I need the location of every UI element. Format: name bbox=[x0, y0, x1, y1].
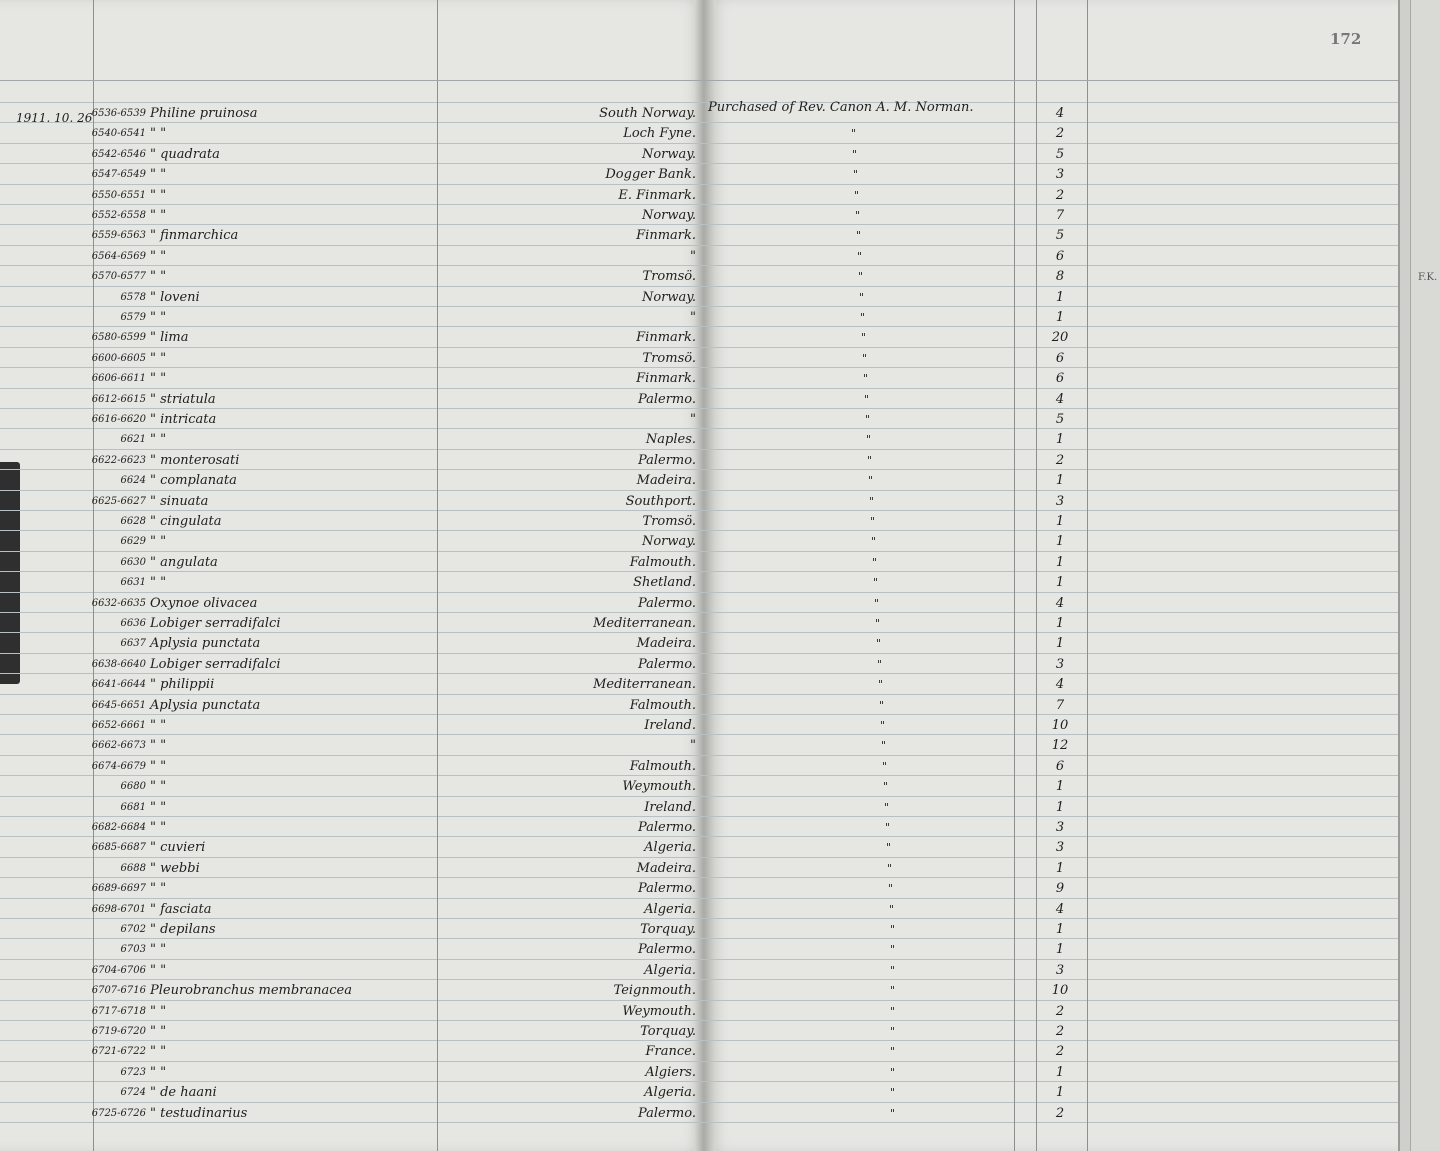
entry-reg-number: 6570-6577 bbox=[91, 271, 146, 282]
entry-count: 6 bbox=[1055, 351, 1065, 366]
entry-locality: Weymouth. bbox=[622, 779, 696, 794]
entry-count: 1 bbox=[1055, 432, 1065, 447]
source-ditto: " bbox=[887, 862, 893, 875]
entry-species: " " bbox=[150, 310, 167, 325]
entry-species: " " bbox=[150, 738, 167, 753]
entry-species: " angulata bbox=[150, 555, 218, 570]
entry-locality: France. bbox=[645, 1044, 696, 1059]
entry-locality: Palermo. bbox=[637, 820, 696, 835]
source-ditto: " bbox=[870, 515, 876, 528]
source-ditto: " bbox=[890, 943, 896, 956]
entry-reg-number: 6702 bbox=[120, 924, 146, 935]
entry-locality: Shetland. bbox=[633, 575, 696, 590]
source-ditto: " bbox=[878, 678, 884, 691]
source-ditto: " bbox=[883, 780, 889, 793]
entry-locality: Algeria. bbox=[644, 1085, 696, 1100]
column-rule-source bbox=[1014, 0, 1015, 1151]
entry-locality: Algeria. bbox=[644, 963, 696, 978]
entry-count: 5 bbox=[1055, 412, 1065, 427]
source-ditto: " bbox=[877, 658, 883, 671]
source-ditto: " bbox=[872, 556, 878, 569]
entry-reg-number: 6628 bbox=[120, 516, 146, 527]
entry-species: " " bbox=[150, 432, 167, 447]
entry-reg-number: 6724 bbox=[120, 1087, 146, 1098]
entry-locality: " bbox=[690, 310, 696, 325]
source-ditto: " bbox=[884, 801, 890, 814]
entry-reg-number: 6652-6661 bbox=[91, 720, 146, 731]
entry-count: 1 bbox=[1055, 575, 1065, 590]
entry-reg-number: 6703 bbox=[120, 944, 146, 955]
source-ditto: " bbox=[856, 229, 862, 242]
entry-species: Lobiger serradifalci bbox=[150, 616, 281, 631]
entry-locality: Palermo. bbox=[637, 942, 696, 957]
column-rule-count-right bbox=[1087, 0, 1088, 1151]
entry-reg-number: 6580-6599 bbox=[91, 332, 146, 343]
entry-reg-number: 6674-6679 bbox=[91, 761, 146, 772]
source-ditto: " bbox=[860, 311, 866, 324]
source-ditto: " bbox=[890, 984, 896, 997]
source-ditto: " bbox=[867, 454, 873, 467]
entry-count: 5 bbox=[1055, 147, 1065, 162]
entry-locality: Ireland. bbox=[644, 800, 696, 815]
source-ditto: " bbox=[889, 903, 895, 916]
entry-locality: Finmark. bbox=[636, 371, 696, 386]
entry-locality: Norway. bbox=[641, 290, 696, 305]
entry-species: " " bbox=[150, 208, 167, 223]
entry-count: 4 bbox=[1055, 677, 1065, 692]
entry-reg-number: 6564-6569 bbox=[91, 251, 146, 262]
entry-count: 20 bbox=[1051, 330, 1069, 345]
entry-count: 9 bbox=[1055, 881, 1065, 896]
entry-count: 1 bbox=[1055, 1065, 1065, 1080]
entry-locality: Finmark. bbox=[636, 330, 696, 345]
source-ditto: " bbox=[890, 1005, 896, 1018]
entry-species: " " bbox=[150, 759, 167, 774]
entry-species: " " bbox=[150, 779, 167, 794]
entry-species: " fasciata bbox=[150, 902, 212, 917]
source-note: Purchased of Rev. Canon A. M. Norman. bbox=[708, 100, 974, 115]
source-ditto: " bbox=[890, 1107, 896, 1120]
source-ditto: " bbox=[890, 1045, 896, 1058]
entry-count: 1 bbox=[1055, 514, 1065, 529]
entry-locality: Finmark. bbox=[636, 228, 696, 243]
entry-reg-number: 6717-6718 bbox=[91, 1006, 146, 1017]
source-ditto: " bbox=[885, 821, 891, 834]
entry-reg-number: 6685-6687 bbox=[91, 842, 146, 853]
entry-species: " " bbox=[150, 1004, 167, 1019]
entry-species: Lobiger serradifalci bbox=[150, 657, 281, 672]
entry-species: " quadrata bbox=[150, 147, 220, 162]
entry-species: " sinuata bbox=[150, 494, 209, 509]
entry-count: 4 bbox=[1055, 902, 1065, 917]
entry-reg-number: 6688 bbox=[120, 863, 146, 874]
entry-count: 1 bbox=[1055, 555, 1065, 570]
entry-species: " " bbox=[150, 269, 167, 284]
entry-count: 1 bbox=[1055, 636, 1065, 651]
entry-reg-number: 6559-6563 bbox=[91, 230, 146, 241]
entry-locality: Madeira. bbox=[636, 473, 696, 488]
entry-locality: Tromsö. bbox=[642, 351, 696, 366]
entry-count: 1 bbox=[1055, 1085, 1065, 1100]
source-ditto: " bbox=[879, 699, 885, 712]
entry-count: 1 bbox=[1055, 310, 1065, 325]
entry-count: 3 bbox=[1055, 820, 1065, 835]
entry-count: 1 bbox=[1055, 534, 1065, 549]
entry-reg-number: 6621 bbox=[120, 434, 146, 445]
entry-reg-number: 6579 bbox=[120, 312, 146, 323]
entry-species: " monterosati bbox=[150, 453, 240, 468]
source-ditto: " bbox=[882, 760, 888, 773]
entry-date: 1911. 10. 26 bbox=[16, 111, 93, 125]
page-number: 172 bbox=[1330, 30, 1362, 48]
entry-count: 10 bbox=[1051, 983, 1069, 998]
entry-count: 8 bbox=[1055, 269, 1065, 284]
entry-species: " " bbox=[150, 942, 167, 957]
entry-species: " complanata bbox=[150, 473, 237, 488]
entry-reg-number: 6698-6701 bbox=[91, 904, 146, 915]
entry-reg-number: 6637 bbox=[120, 638, 146, 649]
entry-locality: Tromsö. bbox=[642, 514, 696, 529]
entry-reg-number: 6704-6706 bbox=[91, 965, 146, 976]
margin-note: F.K. bbox=[1418, 272, 1438, 283]
entry-reg-number: 6645-6651 bbox=[91, 700, 146, 711]
source-ditto: " bbox=[862, 352, 868, 365]
entry-locality: South Norway. bbox=[599, 106, 696, 121]
entry-locality: Norway. bbox=[641, 208, 696, 223]
entry-species: " " bbox=[150, 534, 167, 549]
entry-count: 4 bbox=[1055, 106, 1065, 121]
entry-reg-number: 6632-6635 bbox=[91, 598, 146, 609]
entry-reg-number: 6600-6605 bbox=[91, 353, 146, 364]
entry-reg-number: 6636 bbox=[120, 618, 146, 629]
entry-species: " " bbox=[150, 963, 167, 978]
entry-species: " testudinarius bbox=[150, 1106, 248, 1121]
entry-locality: Madeira. bbox=[636, 861, 696, 876]
entry-reg-number: 6629 bbox=[120, 536, 146, 547]
entry-locality: " bbox=[690, 738, 696, 753]
source-ditto: " bbox=[865, 413, 871, 426]
entry-locality: " bbox=[690, 412, 696, 427]
source-ditto: " bbox=[861, 331, 867, 344]
entry-count: 2 bbox=[1055, 1044, 1065, 1059]
entry-reg-number: 6721-6722 bbox=[91, 1046, 146, 1057]
entry-reg-number: 6630 bbox=[120, 557, 146, 568]
entry-reg-number: 6547-6549 bbox=[91, 169, 146, 180]
column-rule-count-left bbox=[1036, 0, 1037, 1151]
entry-locality: Norway. bbox=[641, 534, 696, 549]
bookmark-tab bbox=[0, 462, 20, 684]
entry-species: " " bbox=[150, 371, 167, 386]
source-ditto: " bbox=[855, 209, 861, 222]
entry-locality: Palermo. bbox=[637, 881, 696, 896]
source-ditto: " bbox=[853, 168, 859, 181]
entry-species: " " bbox=[150, 249, 167, 264]
entry-count: 10 bbox=[1051, 718, 1069, 733]
entry-count: 3 bbox=[1055, 167, 1065, 182]
source-ditto: " bbox=[857, 250, 863, 263]
entry-count: 1 bbox=[1055, 616, 1065, 631]
entry-count: 1 bbox=[1055, 473, 1065, 488]
entry-reg-number: 6578 bbox=[120, 292, 146, 303]
entry-species: " " bbox=[150, 1065, 167, 1080]
entry-count: 1 bbox=[1055, 800, 1065, 815]
entry-locality: Teignmouth. bbox=[613, 983, 696, 998]
entry-reg-number: 6622-6623 bbox=[91, 455, 146, 466]
entry-count: 3 bbox=[1055, 494, 1065, 509]
source-ditto: " bbox=[868, 474, 874, 487]
source-ditto: " bbox=[888, 882, 894, 895]
entry-reg-number: 6662-6673 bbox=[91, 740, 146, 751]
entry-count: 1 bbox=[1055, 779, 1065, 794]
entry-locality: Algeria. bbox=[644, 902, 696, 917]
entry-locality: Falmouth. bbox=[629, 698, 696, 713]
entry-reg-number: 6680 bbox=[120, 781, 146, 792]
entry-count: 1 bbox=[1055, 942, 1065, 957]
entry-species: " " bbox=[150, 351, 167, 366]
entry-locality: Algeria. bbox=[644, 840, 696, 855]
page-edge bbox=[1398, 0, 1440, 1151]
entry-species: Philine pruinosa bbox=[150, 106, 258, 121]
entry-count: 3 bbox=[1055, 840, 1065, 855]
entry-count: 3 bbox=[1055, 963, 1065, 978]
entry-species: Aplysia punctata bbox=[150, 698, 261, 713]
source-ditto: " bbox=[851, 127, 857, 140]
entry-locality: Palermo. bbox=[637, 596, 696, 611]
entry-count: 2 bbox=[1055, 1024, 1065, 1039]
entry-count: 1 bbox=[1055, 290, 1065, 305]
entry-reg-number: 6725-6726 bbox=[91, 1108, 146, 1119]
entry-species: " " bbox=[150, 575, 167, 590]
entry-species: Oxynoe olivacea bbox=[150, 596, 258, 611]
entry-reg-number: 6723 bbox=[120, 1067, 146, 1078]
source-ditto: " bbox=[890, 1025, 896, 1038]
source-ditto: " bbox=[881, 739, 887, 752]
entry-species: " finmarchica bbox=[150, 228, 239, 243]
entry-reg-number: 6719-6720 bbox=[91, 1026, 146, 1037]
entry-locality: Falmouth. bbox=[629, 555, 696, 570]
entry-reg-number: 6540-6541 bbox=[91, 128, 146, 139]
entry-reg-number: 6612-6615 bbox=[91, 394, 146, 405]
entry-species: " " bbox=[150, 718, 167, 733]
entry-locality: E. Finmark. bbox=[618, 188, 696, 203]
entry-species: " depilans bbox=[150, 922, 216, 937]
entry-locality: Torquay. bbox=[640, 922, 696, 937]
entry-count: 2 bbox=[1055, 1106, 1065, 1121]
entry-locality: Mediterranean. bbox=[593, 677, 696, 692]
entry-species: " " bbox=[150, 820, 167, 835]
entry-count: 6 bbox=[1055, 249, 1065, 264]
entry-count: 6 bbox=[1055, 759, 1065, 774]
entry-species: " intricata bbox=[150, 412, 217, 427]
entry-locality: Weymouth. bbox=[622, 1004, 696, 1019]
entry-species: " " bbox=[150, 126, 167, 141]
source-ditto: " bbox=[890, 964, 896, 977]
entry-species: " " bbox=[150, 1024, 167, 1039]
source-ditto: " bbox=[890, 1066, 896, 1079]
entry-reg-number: 6536-6539 bbox=[91, 108, 146, 119]
entry-count: 7 bbox=[1055, 698, 1065, 713]
entry-species: " " bbox=[150, 188, 167, 203]
entry-reg-number: 6641-6644 bbox=[91, 679, 146, 690]
source-ditto: " bbox=[863, 372, 869, 385]
entry-count: 5 bbox=[1055, 228, 1065, 243]
column-rule-species bbox=[437, 0, 438, 1151]
entry-species: " lima bbox=[150, 330, 189, 345]
source-ditto: " bbox=[859, 291, 865, 304]
entry-species: " " bbox=[150, 1044, 167, 1059]
entry-locality: Dogger Bank. bbox=[605, 167, 696, 182]
entry-locality: Palermo. bbox=[637, 1106, 696, 1121]
source-ditto: " bbox=[876, 637, 882, 650]
source-ditto: " bbox=[873, 576, 879, 589]
entry-locality: Naples. bbox=[645, 432, 696, 447]
entry-locality: Tromsö. bbox=[642, 269, 696, 284]
entry-locality: " bbox=[690, 249, 696, 264]
entry-species: " " bbox=[150, 881, 167, 896]
entry-count: 2 bbox=[1055, 126, 1065, 141]
entry-locality: Algiers. bbox=[645, 1065, 696, 1080]
entry-species: " striatula bbox=[150, 392, 216, 407]
entry-reg-number: 6616-6620 bbox=[91, 414, 146, 425]
entry-locality: Palermo. bbox=[637, 657, 696, 672]
entry-reg-number: 6638-6640 bbox=[91, 659, 146, 670]
source-ditto: " bbox=[854, 189, 860, 202]
entry-species: Aplysia punctata bbox=[150, 636, 261, 651]
entry-reg-number: 6606-6611 bbox=[91, 373, 146, 384]
entry-reg-number: 6550-6551 bbox=[91, 190, 146, 201]
source-ditto: " bbox=[871, 535, 877, 548]
entry-locality: Madeira. bbox=[636, 636, 696, 651]
entry-locality: Torquay. bbox=[640, 1024, 696, 1039]
entry-count: 7 bbox=[1055, 208, 1065, 223]
entry-count: 4 bbox=[1055, 596, 1065, 611]
entry-locality: Mediterranean. bbox=[593, 616, 696, 631]
entry-locality: Loch Fyne. bbox=[623, 126, 696, 141]
entry-reg-number: 6631 bbox=[120, 577, 146, 588]
entry-reg-number: 6552-6558 bbox=[91, 210, 146, 221]
entry-count: 2 bbox=[1055, 188, 1065, 203]
entry-reg-number: 6542-6546 bbox=[91, 149, 146, 160]
entry-species: " webbi bbox=[150, 861, 200, 876]
source-ditto: " bbox=[890, 1086, 896, 1099]
entry-species: " de haani bbox=[150, 1085, 217, 1100]
entry-count: 1 bbox=[1055, 922, 1065, 937]
entry-count: 6 bbox=[1055, 371, 1065, 386]
entry-count: 1 bbox=[1055, 861, 1065, 876]
source-ditto: " bbox=[866, 433, 872, 446]
source-ditto: " bbox=[874, 597, 880, 610]
source-ditto: " bbox=[869, 495, 875, 508]
entry-count: 2 bbox=[1055, 1004, 1065, 1019]
entry-reg-number: 6624 bbox=[120, 475, 146, 486]
entry-locality: Palermo. bbox=[637, 392, 696, 407]
entry-reg-number: 6681 bbox=[120, 802, 146, 813]
source-ditto: " bbox=[875, 617, 881, 630]
source-ditto: " bbox=[858, 270, 864, 283]
entry-species: " loveni bbox=[150, 290, 200, 305]
entry-locality: Palermo. bbox=[637, 453, 696, 468]
source-ditto: " bbox=[886, 841, 892, 854]
entry-species: Pleurobranchus membranacea bbox=[150, 983, 352, 998]
entry-reg-number: 6707-6716 bbox=[91, 985, 146, 996]
entry-locality: Southport. bbox=[625, 494, 696, 509]
entry-count: 3 bbox=[1055, 657, 1065, 672]
entry-reg-number: 6625-6627 bbox=[91, 496, 146, 507]
entry-species: " philippii bbox=[150, 677, 215, 692]
entry-count: 4 bbox=[1055, 392, 1065, 407]
entry-reg-number: 6682-6684 bbox=[91, 822, 146, 833]
entry-locality: Ireland. bbox=[644, 718, 696, 733]
entry-species: " " bbox=[150, 167, 167, 182]
entry-locality: Falmouth. bbox=[629, 759, 696, 774]
source-ditto: " bbox=[864, 393, 870, 406]
entry-count: 2 bbox=[1055, 453, 1065, 468]
entry-locality: Norway. bbox=[641, 147, 696, 162]
source-ditto: " bbox=[852, 148, 858, 161]
source-ditto: " bbox=[880, 719, 886, 732]
entry-species: " " bbox=[150, 800, 167, 815]
source-ditto: " bbox=[890, 923, 896, 936]
entry-species: " cingulata bbox=[150, 514, 222, 529]
entry-species: " cuvieri bbox=[150, 840, 206, 855]
header-rule bbox=[0, 80, 1398, 81]
entry-count: 12 bbox=[1051, 738, 1069, 753]
entry-reg-number: 6689-6697 bbox=[91, 883, 146, 894]
